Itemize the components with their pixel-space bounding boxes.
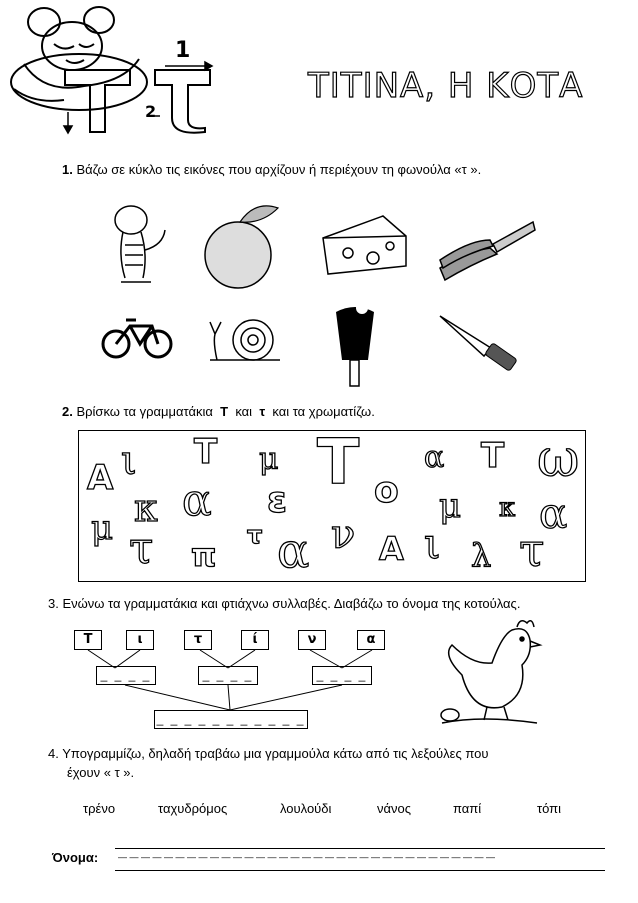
grid-letter[interactable]: Α xyxy=(379,530,404,568)
syllable-letter: Τ xyxy=(74,630,102,650)
tiger-icon[interactable] xyxy=(103,200,173,295)
question-2-letter-lower: τ xyxy=(259,404,266,419)
syllable-letter: α xyxy=(357,630,385,650)
syllable-slot[interactable]: _ _ _ _ xyxy=(312,666,372,685)
word[interactable]: ταχυδρόμος xyxy=(158,801,228,816)
ice-cream-icon[interactable] xyxy=(330,300,380,388)
question-2 xyxy=(62,404,375,419)
syllable-letter: ι xyxy=(126,630,154,650)
word[interactable]: τόπι xyxy=(537,801,562,816)
grid-letter[interactable]: ο xyxy=(374,470,399,511)
question-4 xyxy=(48,746,600,761)
grid-letter[interactable]: α xyxy=(424,440,445,475)
question-2-text-a: Βρίσκω τα γραμματάκια xyxy=(76,404,213,419)
name-label: Όνομα: xyxy=(52,850,99,865)
hen-icon xyxy=(432,615,547,730)
snail-icon[interactable] xyxy=(205,312,285,372)
word[interactable]: λουλούδι xyxy=(280,801,332,816)
name-line-top xyxy=(115,848,605,849)
syllable-slot[interactable]: _ _ _ _ xyxy=(198,666,258,685)
grid-letter[interactable]: α xyxy=(539,489,568,538)
grid-letter[interactable]: κ xyxy=(134,486,158,530)
question-3 xyxy=(48,596,520,611)
question-2-number: 2. xyxy=(62,404,73,419)
grid-letter[interactable]: μ xyxy=(259,442,279,477)
question-1-text: Βάζω σε κύκλο τις εικόνες που αρχίζουν ή περιέχουν τη φωνούλα «τ ». xyxy=(76,162,482,177)
grid-letter[interactable]: κ xyxy=(499,493,516,523)
question-1-number: 1. xyxy=(62,162,73,177)
question-3-text: Ενώνω τα γραμματάκια και φτιάχνω συλλαβές. Διαβάζω το όνομα της κοτούλας. xyxy=(62,596,521,611)
word[interactable]: τρένο xyxy=(83,801,116,816)
question-2-text-b: και xyxy=(235,404,253,419)
grid-letter[interactable]: λ xyxy=(471,536,492,574)
cheese-icon[interactable] xyxy=(318,208,413,283)
stroke-number-1: 1 xyxy=(175,38,191,63)
grid-letter[interactable]: α xyxy=(182,475,212,526)
grid-letter[interactable]: μ xyxy=(439,486,462,526)
name-line-bottom xyxy=(115,870,605,871)
question-4-text: Υπογραμμίζω, δηλαδή τραβάω μια γραμμούλα κάτω από τις λεξούλες που xyxy=(62,746,489,761)
question-4-line2: έχουν « τ ». xyxy=(67,765,135,780)
word[interactable]: νάνος xyxy=(377,801,412,816)
letter-grid xyxy=(78,425,586,582)
grid-letter[interactable]: τ xyxy=(129,523,154,574)
grid-letter[interactable]: Α xyxy=(87,458,114,498)
grid-letter[interactable]: τ xyxy=(519,523,545,577)
grid-letter[interactable]: Τ xyxy=(481,436,505,476)
grid-letter[interactable]: ι xyxy=(121,438,137,484)
syllable-letter: ί xyxy=(241,630,269,650)
grid-letter[interactable]: α xyxy=(277,523,310,579)
grid-letter[interactable]: ν xyxy=(331,512,356,558)
letter-guide-tau xyxy=(60,40,220,135)
grid-letter[interactable]: τ xyxy=(247,521,263,549)
bicycle-icon[interactable] xyxy=(100,312,175,362)
syllable-letter: τ xyxy=(184,630,212,650)
grid-letter[interactable]: ω xyxy=(537,429,580,489)
name-field[interactable]: — — — — — — — — — — — — — — — — — — — — — — — — — — — — — — — — — xyxy=(118,852,496,862)
knife-icon[interactable] xyxy=(436,312,521,372)
question-2-letter-upper: Τ xyxy=(220,404,229,419)
grid-letter[interactable]: Τ xyxy=(317,425,360,498)
grid-letter[interactable]: ε xyxy=(267,480,288,521)
syllable-letter: ν xyxy=(298,630,326,650)
grid-letter[interactable]: μ xyxy=(91,508,114,548)
word[interactable]: παπί xyxy=(453,801,482,816)
question-3-number: 3. xyxy=(48,596,59,611)
syllable-slot[interactable]: _ _ _ _ xyxy=(96,666,156,685)
stroke-number-2: 2 xyxy=(145,102,157,121)
question-2-text-c: και τα χρωματίζω. xyxy=(272,404,375,419)
peach-icon[interactable] xyxy=(200,200,285,295)
page-title: ΤΙΤΙΝΑ, Η ΚΟΤΑ xyxy=(308,66,584,106)
question-1 xyxy=(62,162,481,177)
grid-letter[interactable]: π xyxy=(191,536,217,574)
grid-letter[interactable]: Τ xyxy=(194,432,218,472)
name-slot[interactable]: _ _ _ _ _ _ _ _ _ _ _ xyxy=(154,710,308,729)
question-4-number: 4. xyxy=(48,746,59,761)
grid-letter[interactable]: ι xyxy=(424,519,441,568)
pliers-icon[interactable] xyxy=(435,210,540,285)
